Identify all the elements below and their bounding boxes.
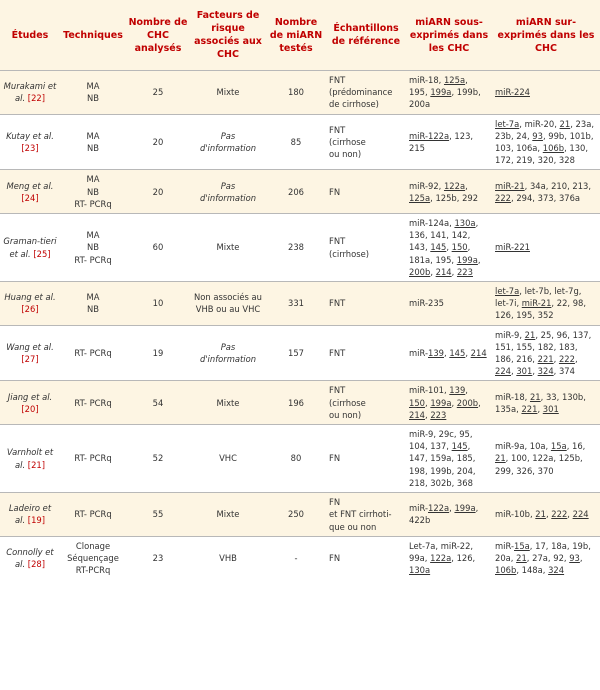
mirna-underlined: 301 (542, 403, 559, 414)
mirna-text: , 17, 18a, 19b, 20a, (495, 540, 591, 563)
mirna-text: , (425, 409, 431, 420)
mirna-underlined: 324 (537, 366, 554, 377)
mirna-text: miR-101, (409, 385, 450, 396)
echantillons-cell (326, 536, 406, 579)
mirna-text: , 99b, 101b, 103, 106a, (495, 130, 594, 154)
cell-line: ou non) (329, 149, 362, 160)
techniques-cell (60, 282, 126, 326)
reference-link[interactable]: [20] (21, 403, 39, 414)
mirna-sur-cell (492, 282, 600, 326)
techniques-cell (60, 214, 126, 282)
nb-mirna-cell: 196 (266, 381, 326, 425)
techniques-cell (60, 425, 126, 493)
mirna-underlined: 106b (495, 565, 517, 576)
mirna-underlined: let-7a (495, 286, 520, 297)
reference-link[interactable]: [21] (27, 459, 45, 470)
echantillons-cell (326, 282, 406, 326)
study-cell (0, 425, 60, 493)
mirna-sous-cell (406, 425, 492, 493)
cell-line: FNT (329, 298, 346, 309)
mirna-text: , (451, 266, 457, 277)
cell-line: FN (329, 497, 341, 508)
cell-line: RT- PCRq (74, 453, 112, 464)
mirna-sur-cell (492, 325, 600, 381)
mirna-sur-cell (492, 114, 600, 170)
cell-line: FN (329, 453, 341, 464)
mirna-underlined: 200b (409, 266, 431, 277)
mirna-sous-cell (406, 493, 492, 537)
facteurs-cell: Mixte (190, 71, 266, 115)
nb-chc-cell: 20 (126, 114, 190, 170)
cell-line: (cirrhose (329, 136, 366, 147)
cell-line: MA (86, 292, 100, 303)
nb-mirna-cell: - (266, 536, 326, 579)
study-name: Meng et al. (6, 180, 54, 191)
cell-line: RT- PCRq (74, 397, 112, 408)
mirna-text: , 199b, 200a (409, 87, 481, 110)
mirna-underlined: 150 (451, 242, 468, 253)
table-row (0, 214, 600, 282)
mirna-text: , 130, 172, 219, 320, 328 (495, 143, 589, 166)
mirna-underlined: 223 (456, 266, 473, 277)
mirna-text: , 422b (409, 503, 479, 526)
cell-line: FNT (329, 236, 346, 247)
header-etudes: Études (0, 0, 60, 71)
mirna-underlined: 222 (558, 354, 575, 365)
mirna-underlined: let-7a (495, 118, 520, 129)
mirna-underlined: 15a (514, 540, 530, 551)
mirna-text: , (430, 266, 436, 277)
mirna-text: Let-7a, miR-22, 99a, (409, 540, 474, 563)
study-cell (0, 536, 60, 579)
study-cell (0, 381, 60, 425)
header-echantillons: Échantillons de référence (326, 0, 406, 71)
mirna-text: miR-235 (409, 298, 444, 309)
mirna-text: , 16, (566, 441, 586, 452)
cell-line: FN (329, 186, 341, 197)
mirna-underlined: 145 (451, 441, 468, 452)
mirna-underlined: 21 (524, 329, 536, 340)
mirna-underlined: 145 (449, 347, 466, 358)
mirna-text: miR-124a, (409, 218, 455, 229)
mirna-text: , 22, 98, 126, 195, 352 (495, 298, 587, 321)
cell-line: Clonage (75, 540, 111, 551)
study-cell (0, 325, 60, 381)
mirna-underlined: 324 (548, 565, 565, 576)
mirna-underlined: miR-21 (495, 180, 525, 191)
mirna-text: , (446, 242, 452, 253)
mirna-underlined: miR-21 (521, 298, 552, 309)
reference-link[interactable]: [23] (21, 143, 39, 154)
mirna-text: miR-18, (409, 75, 444, 85)
mirna-text: , 294, 373, 376a (511, 192, 581, 203)
mirna-underlined: 125a (409, 192, 431, 203)
cell-line: RT- PCRq (74, 198, 112, 209)
mirna-underlined: 301 (516, 366, 533, 377)
cell-line: RT-PCRq (75, 565, 111, 576)
header-nombre-chc: Nombre de CHC analysés (126, 0, 190, 71)
mirna-sur-cell (492, 536, 600, 579)
table-row (0, 71, 600, 115)
mirna-underlined: 222 (551, 509, 568, 520)
cell-line: que ou non (329, 521, 377, 532)
cell-line: FNT (329, 347, 346, 358)
mirna-underlined: 21 (535, 509, 546, 520)
mirna-underlined: 21 (559, 118, 571, 129)
mirna-text: , (465, 347, 471, 358)
mirna-text: , (449, 503, 455, 514)
mirna-text: , (532, 366, 538, 377)
mirna-sous-cell (406, 282, 492, 326)
echantillons-cell (326, 170, 406, 214)
reference-link[interactable]: [19] (27, 515, 45, 526)
mirna-text: , 33, 130b, 135a, (495, 391, 586, 414)
cell-line: RT- PCRq (74, 254, 112, 265)
study-name: Murakami et al. (3, 81, 57, 104)
study-name: Wang et al. (6, 341, 54, 352)
mirna-sur-cell (492, 214, 600, 282)
mirna-text: , (511, 366, 517, 377)
mirna-underlined: 21 (529, 391, 541, 402)
nb-chc-cell: 25 (126, 71, 190, 115)
mirna-text: , (567, 509, 573, 520)
mirna-text: , 148a, (516, 565, 549, 576)
mirna-underlined: miR-224 (495, 87, 530, 98)
facteurs-cell: Pas d'information (190, 325, 266, 381)
mirna-text: , 100, 122a, 125b, 299, 326, 370 (495, 453, 583, 476)
mirna-underlined: 199a (430, 87, 452, 98)
nb-chc-cell: 23 (126, 536, 190, 579)
nb-chc-cell: 10 (126, 282, 190, 326)
table-row (0, 325, 600, 381)
mirna-text: , 136, 141, 142, 143, (409, 218, 479, 253)
table-row (0, 282, 600, 326)
mirna-underlined: 93 (569, 552, 580, 563)
cell-line: NB (86, 242, 99, 253)
study-name: Varnholt et al. (6, 447, 54, 470)
mirna-sur-cell (492, 425, 600, 493)
mirna-text: , (537, 403, 543, 414)
table-row (0, 536, 600, 579)
techniques-cell (60, 381, 126, 425)
mirna-text: , (574, 354, 578, 365)
mirna-underlined: 200b (456, 397, 479, 408)
mirna-sous-cell (406, 214, 492, 282)
mirna-underlined: 122a (430, 552, 452, 563)
mirna-sous-cell (406, 381, 492, 425)
facteurs-cell: Non associés au VHB ou au VHC (190, 282, 266, 326)
techniques-cell (60, 71, 126, 115)
table-body (0, 71, 600, 580)
mirna-sur-cell (492, 170, 600, 214)
mirna-text: , 23a, 23b, 24, (495, 118, 594, 141)
cell-line: (cirrhose) (329, 248, 370, 259)
mirna-underlined: 93 (532, 130, 543, 141)
mirna-text: miR-9, 29c, 95, 104, 137, (409, 429, 473, 452)
mirna-underlined: 21 (495, 453, 506, 464)
nb-chc-cell: 55 (126, 493, 190, 537)
mirna-text: , 25, 96, 137, 151, 155, 182, 183, 186, 216, (495, 329, 592, 365)
facteurs-cell: VHB (190, 536, 266, 579)
mirna-underlined: 145 (430, 242, 447, 253)
study-name: Connolly et al. (6, 546, 54, 569)
cell-line: FNT (329, 124, 346, 135)
nb-chc-cell: 19 (126, 325, 190, 381)
mirna-text: , 27a, 92, (526, 552, 570, 563)
echantillons-cell (326, 71, 406, 115)
mirna-text: , (545, 509, 552, 520)
mirna-underlined: 224 (572, 509, 589, 520)
cell-line: (prédominance (329, 87, 393, 98)
mirna-sur-cell (492, 493, 600, 537)
mirna-text: , 195, (409, 75, 468, 98)
nb-mirna-cell: 180 (266, 71, 326, 115)
mirna-text: , 147, 159a, 185, 198, 199b, 204, 218, 302b, 368 (409, 441, 476, 488)
nb-chc-cell: 52 (126, 425, 190, 493)
header-mirna-sous: miARN sous-exprimés dans les CHC (406, 0, 492, 71)
techniques-cell (60, 170, 126, 214)
mirna-sur-cell (492, 71, 600, 115)
table-row (0, 425, 600, 493)
mirna-sous-cell (406, 325, 492, 381)
table-row (0, 493, 600, 537)
mirna-text: , let-7b, let-7g, let-7i, (495, 286, 582, 309)
nb-mirna-cell: 238 (266, 214, 326, 282)
nb-mirna-cell: 80 (266, 425, 326, 493)
mirna-underlined: 122a (428, 503, 450, 514)
reference-link[interactable]: [22] (27, 93, 45, 104)
cell-line: MA (86, 230, 100, 241)
mirna-underlined: 15a (550, 441, 567, 452)
mirna-underlined: 214 (435, 266, 452, 277)
mirna-underlined: miR-221 (495, 242, 530, 253)
study-name: Graman-tieri et al. (3, 236, 57, 259)
reference-link[interactable]: [28] (27, 559, 45, 569)
mirna-text: miR-9, (495, 329, 525, 340)
table-header-row (0, 0, 600, 71)
facteurs-cell: Mixte (190, 381, 266, 425)
nb-mirna-cell: 85 (266, 114, 326, 170)
mirna-underlined: 224 (495, 366, 511, 377)
mirna-text: , 126, (451, 552, 476, 563)
cell-line: et FNT cirrhoti- (329, 509, 392, 520)
table-row (0, 114, 600, 170)
header-techniques: Techniques (60, 0, 126, 71)
mirna-underlined: 221 (521, 403, 538, 414)
mirna-text: , (444, 347, 450, 358)
study-cell (0, 114, 60, 170)
mirna-underlined: 106b (542, 143, 565, 154)
echantillons-cell (326, 114, 406, 170)
study-name: Ladeiro et al. (8, 503, 52, 526)
mirna-text: , (451, 397, 457, 408)
mirna-text: , (553, 354, 559, 365)
reference-link[interactable]: [26] (21, 304, 39, 315)
mirna-text: , (477, 254, 481, 265)
nb-mirna-cell: 157 (266, 325, 326, 381)
study-name: Jiang et al. (7, 391, 53, 402)
mirna-sous-cell (406, 170, 492, 214)
mirna-text: , miR-20, (519, 118, 560, 129)
facteurs-cell: VHC (190, 425, 266, 493)
nb-mirna-cell: 250 (266, 493, 326, 537)
mirna-underlined: 125a (443, 75, 466, 85)
cell-line: MA (86, 81, 100, 92)
mirna-text: , 374 (553, 366, 575, 377)
header-mirna-sur: miARN sur-exprimés dans les CHC (492, 0, 600, 71)
mirna-sur-cell (492, 381, 600, 425)
mirna-underlined: 199a (456, 254, 478, 265)
techniques-cell (60, 536, 126, 579)
mirna-text: , (425, 397, 431, 408)
reference-link[interactable]: [27] (21, 354, 39, 365)
echantillons-cell (326, 325, 406, 381)
header-nombre-mirna: Nombre de miARN testés (266, 0, 326, 71)
mirna-underlined: 139 (449, 385, 466, 396)
mirna-underlined: 21 (516, 552, 527, 563)
table-row (0, 381, 600, 425)
mirna-sous-cell (406, 114, 492, 170)
nb-chc-cell: 20 (126, 170, 190, 214)
cell-line: NB (86, 304, 99, 315)
cell-line: ou non) (329, 409, 362, 420)
study-cell (0, 493, 60, 537)
cell-line: de cirrhose) (329, 99, 379, 110)
mirna-underlined: 222 (495, 192, 511, 203)
mirna-underlined: 221 (537, 354, 554, 365)
mirna-text: miR- (409, 503, 428, 514)
cell-line: FNT (329, 75, 346, 85)
study-cell (0, 282, 60, 326)
mirna-underlined: 150 (409, 397, 425, 408)
echantillons-cell (326, 425, 406, 493)
cell-line: MA (86, 174, 100, 185)
techniques-cell (60, 325, 126, 381)
echantillons-cell (326, 493, 406, 537)
mirna-underlined: 199a (430, 397, 452, 408)
study-name: Kutay et al. (6, 130, 54, 141)
reference-link[interactable]: [25] (33, 248, 51, 259)
mirna-text: , 181a, 195, (409, 242, 471, 265)
cell-line: NB (86, 143, 99, 154)
mirna-underlined: 214 (470, 347, 487, 358)
nb-chc-cell: 60 (126, 214, 190, 282)
cell-line: Séquençage (67, 552, 119, 563)
cell-line: FNT (329, 385, 346, 396)
reference-link[interactable]: [24] (21, 192, 39, 203)
cell-line: NB (86, 93, 99, 104)
facteurs-cell: Pas d'information (190, 170, 266, 214)
mirna-text: miR-10b, (495, 509, 536, 520)
mirna-text: , 34a, 210, 213, (524, 180, 592, 191)
cell-line: RT- PCRq (74, 347, 112, 358)
nb-chc-cell: 54 (126, 381, 190, 425)
mirna-text: , (465, 385, 468, 396)
study-cell (0, 71, 60, 115)
mirna-text: miR- (409, 347, 428, 358)
table-row (0, 170, 600, 214)
mirna-underlined: 214 (409, 409, 425, 420)
study-cell (0, 170, 60, 214)
mirna-text: miR-9a, 10a, (495, 441, 551, 452)
mirna-text: , (579, 552, 583, 563)
facteurs-cell: Mixte (190, 214, 266, 282)
mirna-text: , 123, 215 (409, 130, 474, 154)
mirna-text: miR- (495, 540, 514, 551)
mirna-text: , (465, 180, 468, 191)
study-name: Huang et al. (4, 292, 56, 303)
mirna-sous-cell (406, 71, 492, 115)
cell-line: MA (86, 130, 100, 141)
mirna-underlined: miR-122a (409, 130, 450, 141)
cell-line: RT- PCRq (74, 509, 112, 520)
nb-mirna-cell: 331 (266, 282, 326, 326)
mirna-underlined: 199a (454, 503, 476, 514)
echantillons-cell (326, 381, 406, 425)
cell-line: (cirrhose (329, 397, 366, 408)
mirna-text: , (478, 397, 481, 408)
mirna-text: , 125b, 292 (430, 192, 479, 203)
mirna-underlined: 130a (454, 218, 476, 229)
header-facteurs-risque: Facteurs de risque associés aux CHC (190, 0, 266, 71)
mirna-text: miR-18, (495, 391, 530, 402)
facteurs-cell: Pas d'information (190, 114, 266, 170)
study-cell (0, 214, 60, 282)
cell-line: FN (329, 552, 341, 563)
mirna-text: miR-92, (409, 180, 444, 191)
mirna-underlined: 139 (428, 347, 444, 358)
nb-mirna-cell: 206 (266, 170, 326, 214)
facteurs-cell: Mixte (190, 493, 266, 537)
mirna-underlined: 122a (443, 180, 466, 191)
cell-line: NB (86, 186, 99, 197)
mirna-underlined: 130a (409, 565, 431, 576)
mirna-sous-cell (406, 536, 492, 579)
mirna-underlined: 223 (430, 409, 447, 420)
techniques-cell (60, 493, 126, 537)
techniques-cell (60, 114, 126, 170)
echantillons-cell (326, 214, 406, 282)
